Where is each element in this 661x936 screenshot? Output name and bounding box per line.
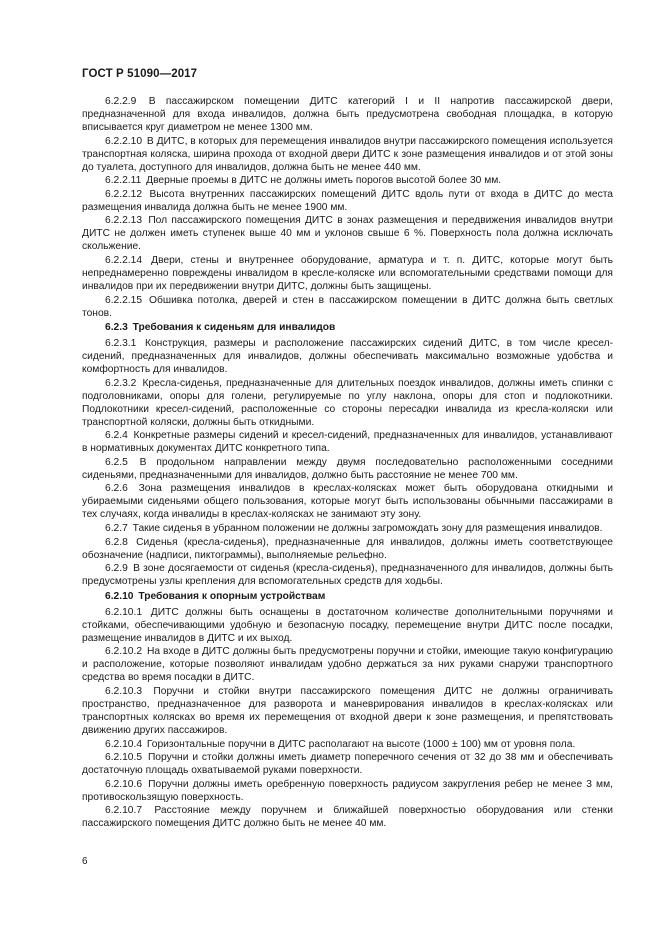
clause-text: Расстояние между поручнем и ближайшей поверхностью оборудования или стенки пассажирского помещения ДИТС должно быть не менее 40 мм.: [82, 805, 613, 830]
clause-paragraph: [82, 456, 613, 482]
clause-text: Высота внутренних пассажирских помещений ДИТС вдоль пути от входа в ДИТС до места размещения инвалида должна быть не менее 1900 мм.: [82, 188, 613, 213]
section-title: Требования к опорным устройствам: [138, 590, 326, 602]
clause-paragraph: [82, 214, 613, 253]
clause-text: ДИТС должны быть оснащены в достаточном количестве дополнительными поручнями и стойками, обеспечивающими удобную и безопасную посадку, перемещение внутри ДИТС после посадки, размещение инвалидов в ДИТС и их выход.: [82, 606, 613, 644]
clause-number: 6.2.4: [105, 430, 128, 442]
clause-number: 6.2.6: [105, 483, 128, 495]
clause-number: 6.2.10.3: [105, 685, 143, 697]
standard-code-header: ГОСТ Р 51090—2017: [82, 68, 198, 80]
clause-paragraph: [82, 377, 613, 429]
section-heading: [82, 321, 613, 334]
clause-text: В пассажирском помещении ДИТС категорий I и II напротив пассажирской двери, предназначенной для входа инвалидов, должна быть предусмотрена свободная площадка, в которую вписывается круг диаметром не менее 1300 мм.: [82, 96, 613, 133]
clause-text: Обшивка потолка, дверей и стен в пассажирском помещении в ДИТС должна быть светлых тонов.: [82, 294, 614, 319]
section-title: Требования к сиденьям для инвалидов: [132, 322, 336, 334]
clause-number: 6.2.2.10: [105, 135, 143, 147]
clause-paragraph: [82, 751, 613, 777]
clause-paragraph: [82, 174, 613, 187]
clause-text: В зоне досягаемости от сиденья (кресла-сиденья), предназначенного для инвалидов, должны быть предусмотрены узлы крепления для вспомогательных средств для ходьбы.: [82, 563, 613, 588]
clause-number: 6.2.2.12: [105, 188, 143, 200]
clause-paragraph: [82, 294, 613, 320]
clause-number: 6.2.5: [105, 456, 128, 468]
clause-text: Такие сиденья в убранном положении не должны загромождать зону для размещения инвалидов.: [132, 523, 603, 535]
clause-text: Конкретные размеры сидений и кресел-сидений, предназначенных для инвалидов, устанавливают в нормативных документах ДИТС конкретного типа.: [82, 430, 613, 455]
clause-number: 6.2.2.14: [105, 254, 143, 266]
clause-number: 6.2.2.9: [105, 96, 137, 107]
clause-paragraph: [82, 606, 613, 645]
clause-text: На входе в ДИТС должны быть предусмотрены поручни и стойки, имеющие такую конфигурацию и расположение, которые позволяют инвалидам удобно держаться за них руками снаружи транспортного средства во время посадки в ДИТС.: [82, 646, 613, 684]
clause-paragraph: [82, 804, 613, 830]
clause-number: 6.2.2.15: [105, 294, 143, 306]
clause-paragraph: [82, 482, 613, 521]
clause-number: 6.2.2.13: [105, 215, 143, 227]
clause-text: Кресла-сиденья, предназначенные для длительных поездок инвалидов, должны иметь спинки с подголовниками, опоры для голени, регулируемые по углу наклона, опоры для стоп и подлокотники. Подлокотники кресел-сидений, расположенные со стороны пересадки инвалида из кресла-коляски или транспортной коляски, должны быть откидными.: [82, 377, 613, 428]
clause-text: В продольном направлении между двумя последовательно расположенными соседними сиденьями, предназначенными для инвалидов, должно быть расстояние не менее 700 мм.: [82, 456, 613, 481]
clause-number: 6.2.10.5: [105, 752, 143, 764]
clause-number: 6.2.10.7: [105, 805, 143, 817]
clause-number: 6.2.3.1: [105, 338, 137, 350]
clause-paragraph: [82, 522, 613, 535]
clause-text: В ДИТС, в которых для перемещения инвалидов внутри пассажирского помещения используется транспортная коляска, ширина прохода от входной двери ДИТС к зоне размещения инвалидов и от этой зоны до туалета, доступного для инвалидов, должна быть не менее 440 мм.: [82, 135, 613, 173]
clause-text: Конструкция, размеры и расположение пассажирских сидений ДИТС, в том числе кресел-сидений, предназначенных для инвалидов, должны обеспечивать максимально возможные удобства и комфортность для инвалидов.: [82, 338, 613, 376]
clause-paragraph: [82, 645, 613, 684]
clause-text: Зона размещения инвалидов в креслах-колясках может быть оборудована откидными и убираемыми сиденьями общего пользования, которые могут быть использованы обычными пассажирами в тех случаях, когда инвалиды в креслах-колясках не занимают эту зону.: [82, 483, 613, 521]
clause-paragraph: [82, 429, 613, 455]
clause-paragraph: [82, 135, 613, 174]
clause-paragraph: [82, 562, 613, 588]
clause-paragraph: [82, 188, 613, 214]
clause-text: Поручни и стойки должны иметь диаметр поперечного сечения от 32 до 38 мм и обеспечивать достаточную площадь охватываемой руками поверхности.: [82, 752, 613, 777]
clause-number: 6.2.10.1: [105, 606, 143, 618]
clause-number: 6.2.3.2: [105, 377, 137, 389]
clause-paragraph: [82, 685, 613, 737]
clause-paragraph: [82, 95, 613, 134]
clause-text: Сиденья (кресла-сиденья), предназначенные для инвалидов, должны иметь соответствующее обозначение (надписи, пиктограммы), выполняемые рельефно.: [82, 536, 613, 561]
clause-paragraph: [82, 337, 613, 376]
clause-number: 6.2.2.11: [105, 175, 142, 187]
clause-number: 6.2.10: [105, 590, 134, 602]
clause-number: 6.2.10.6: [105, 778, 143, 790]
clause-text: Дверные проемы в ДИТС не должны иметь порогов высотой более 30 мм.: [146, 175, 502, 187]
clause-number: 6.2.10.4: [105, 738, 143, 750]
clause-text: Поручни и стойки внутри пассажирского помещения ДИТС не должны ограничивать пространство, предназначенное для разворота и маневрирования инвалидов в креслах-колясках или транспортных колясках во время их перемещения от входной двери к зоне размещения, и препятствовать движению других пассажиров.: [82, 685, 613, 736]
clause-text: Пол пассажирского помещения ДИТС в зонах размещения и передвижения инвалидов внутри ДИТС не должен иметь ступенек выше 40 мм и уклонов свыше 6 %. Поверхность пола должна исключать скольжение.: [82, 215, 614, 253]
clause-text: Поручни должны иметь оребренную поверхность радиусом закругления ребер не менее 3 мм, противоскользящую поверхность.: [82, 778, 614, 803]
clause-number: 6.2.9: [105, 563, 128, 575]
clause-paragraph: [82, 254, 613, 293]
section-heading: [82, 590, 613, 603]
page-number: 6: [82, 856, 88, 867]
document-body: [82, 95, 613, 831]
clause-number: 6.2.10.2: [105, 646, 143, 658]
clause-number: 6.2.3: [105, 322, 128, 334]
clause-text: Горизонтальные поручни в ДИТС располагают на высоте (1000 ± 100) мм от уровня пола.: [146, 738, 576, 750]
clause-number: 6.2.7: [105, 523, 128, 535]
clause-paragraph: [82, 738, 613, 751]
clause-paragraph: [82, 778, 613, 804]
clause-paragraph: [82, 536, 613, 562]
clause-number: 6.2.8: [105, 536, 128, 548]
clause-text: Двери, стены и внутреннее оборудование, арматура и т. п. ДИТС, которые могут быть непреднамеренно повреждены инвалидом в кресле-коляске или вспомогательными средствами помощи для инвалидов при их передвижении внутри ДИТС, должны быть защищены.: [82, 254, 613, 292]
